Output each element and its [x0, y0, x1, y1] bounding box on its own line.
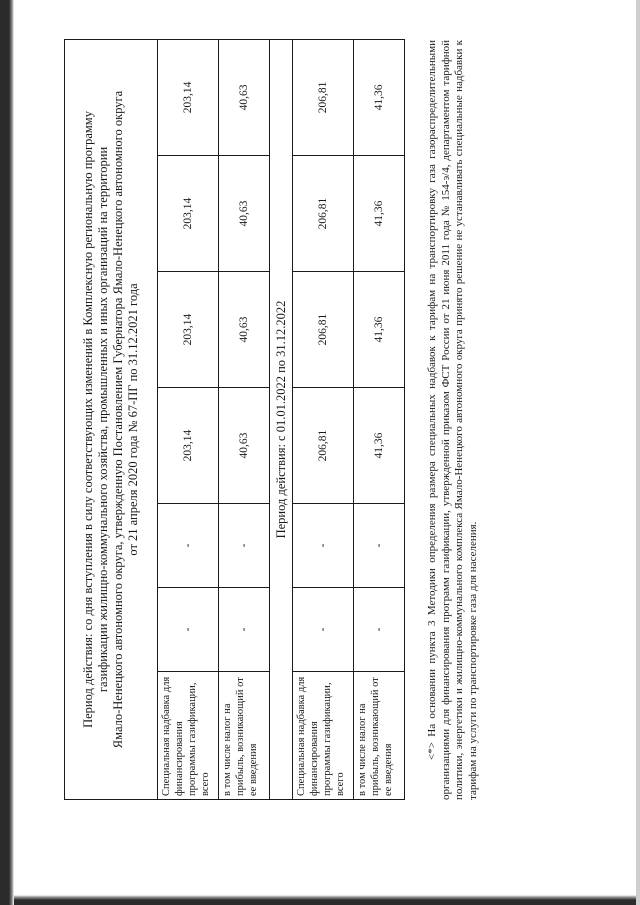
- table-cell: -: [293, 588, 354, 672]
- table-row: [219, 39, 270, 799]
- table-cell: -: [158, 504, 219, 588]
- table-row: [293, 39, 354, 799]
- table-cell: 206,81: [293, 272, 354, 388]
- table-cell: 41,36: [354, 272, 405, 388]
- table-cell: 40,63: [219, 39, 270, 155]
- table-cell: 203,14: [158, 156, 219, 272]
- table-row: [158, 39, 219, 799]
- table-cell: 203,14: [158, 39, 219, 155]
- table-cell: 40,63: [219, 156, 270, 272]
- table-cell: -: [158, 588, 219, 672]
- row-label: Специальная надбавка для финансирования программы газификации, всего: [158, 672, 219, 800]
- table-cell: 206,81: [293, 39, 354, 155]
- table-cell: 203,14: [158, 272, 219, 388]
- header-line-4: от 21 апреля 2020 года № 67-ПГ по 31.12.2021 года: [126, 283, 140, 556]
- footnote: [426, 40, 480, 800]
- table-cell: 40,63: [219, 272, 270, 388]
- tariff-table: [64, 39, 405, 800]
- table-cell: -: [219, 588, 270, 672]
- row-label: в том числе налог на прибыль, возникающий от ее введения: [354, 672, 405, 800]
- header-line-3: Ямало-Ненецкого автономного округа, утвержденную Постановлением Губернатора Ямало-Ненецкого автономного округа: [111, 90, 125, 749]
- header-line-2: газификации жилищно-коммунального хозяйства, промышленных и иных организаций на территории: [96, 146, 110, 693]
- table-cell: -: [354, 588, 405, 672]
- period-header-2: Период действия: с 01.01.2022 по 31.12.2022: [270, 39, 293, 799]
- period-header-1: [65, 39, 158, 799]
- table-cell: 41,36: [354, 39, 405, 155]
- table-row: [354, 39, 405, 799]
- table-cell: -: [354, 504, 405, 588]
- row-label: в том числе налог на прибыль, возникающий от ее введения: [219, 672, 270, 800]
- table-cell: 206,81: [293, 388, 354, 504]
- table-cell: 40,63: [219, 388, 270, 504]
- rotated-page: [64, 40, 504, 800]
- footnote-text: <*> На основании пункта 3 Методики определения размера специальных надбавок к тарифам на транспортировку газа газораспределительными организациями для финансирования программ газификации, утвержденной приказом ФСТ России от 21 июня 2011 года № 154-э/4, департаментом тарифной политики, энергетики и жилищно-коммунального комплекса Ямало-Ненецкого автономного округа принято решение не устанавливать специальные надбавки к тарифам на услуги по транспортировке газа для населения.: [426, 40, 479, 800]
- row-label: Специальная надбавка для финансирования программы газификации, всего: [293, 672, 354, 800]
- scan-edge-right: [636, 0, 640, 905]
- header-line-1: Период действия: со дня вступления в силу соответствующих изменений в Комплексную региональную программу: [81, 111, 95, 728]
- table-cell: 41,36: [354, 388, 405, 504]
- scan-edge-left: [0, 0, 14, 905]
- table-cell: 206,81: [293, 156, 354, 272]
- table-cell: 203,14: [158, 388, 219, 504]
- table-cell: -: [293, 504, 354, 588]
- table-cell: -: [219, 504, 270, 588]
- table-cell: 41,36: [354, 156, 405, 272]
- scan-edge-bottom: [14, 895, 640, 905]
